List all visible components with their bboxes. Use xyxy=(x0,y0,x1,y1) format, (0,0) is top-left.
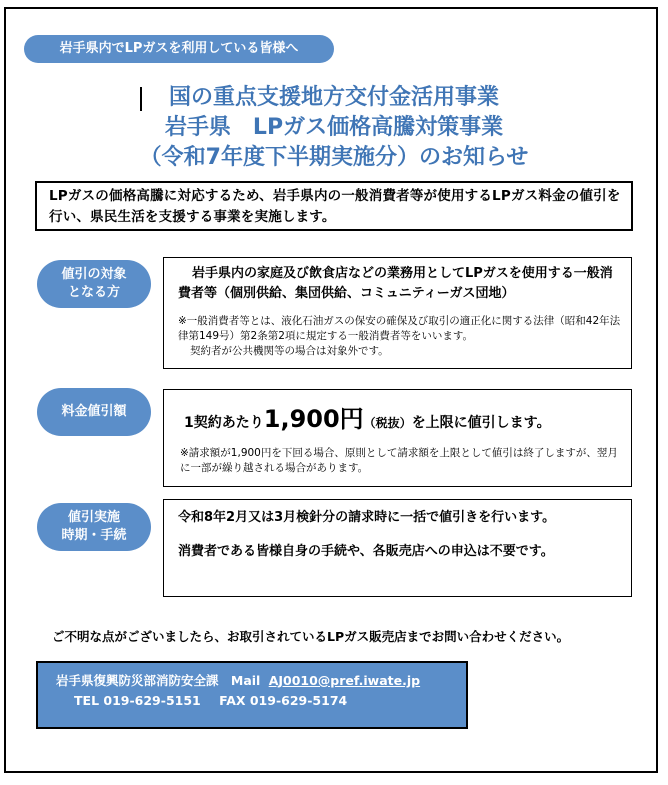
contact-tel: TEL 019-629-5151 xyxy=(74,693,201,708)
section-box-schedule xyxy=(163,499,632,597)
intro-text: LPガスの価格高騰に対応するため、岩手県内の一般消費者等が使用するLPガス料金の値引を行い、県民生活を支援する事業を実施します。 xyxy=(49,188,621,225)
section-box-target xyxy=(163,257,632,369)
contact-dept: 岩手県復興防災部消防安全課 xyxy=(56,673,219,688)
amount-main-line xyxy=(180,404,625,438)
target-main-text: 岩手県内の家庭及び飲食店などの業務用としてLPガスを使用する一般消費者等（個別供給、集団供給、コミュニティーガス団地） xyxy=(178,266,613,301)
page-title-line-3: （令和7年度下半期実施分）のお知らせ xyxy=(139,145,529,170)
schedule-procedure-text: 消費者である皆様自身の手続や、各販売店への申込は不要です。 xyxy=(178,544,554,559)
contact-line-1 xyxy=(56,671,466,691)
contact-fax: FAX 019-629-5174 xyxy=(219,693,348,708)
contact-box xyxy=(36,661,468,729)
schedule-main-text: 令和8年2月又は3月検針分の請求時に一括で値引きを行います。 xyxy=(178,510,556,525)
page-title-line-2: 岩手県 LPガス価格高騰対策事業 xyxy=(164,115,504,140)
page-title-line-1: 国の重点支援地方交付金活用事業 xyxy=(168,85,499,110)
mail-link[interactable]: AJ0010@pref.iwate.jp xyxy=(268,673,421,688)
amount-suffix: を上限に値引します。 xyxy=(411,415,551,431)
amount-prefix: 1契約あたり xyxy=(184,415,264,431)
intro-box xyxy=(35,181,633,231)
target-note-text: ※一般消費者等とは、液化石油ガスの保安の確保及び取引の適正化に関する法律（昭和42年法律第149号）第2条第2項に規定する一般消費者等をいいます。 xyxy=(178,315,621,342)
inquiry-text: ご不明な点がございましたら、お取引されているLPガス販売店までお問い合わせください。 xyxy=(52,629,570,644)
amount-value: 1,900円 xyxy=(263,405,364,433)
section-pill-schedule: 値引実施 時期・手続 xyxy=(37,503,151,551)
amount-tax: （税抜） xyxy=(363,416,412,430)
section-pill-target: 値引の対象 となる方 xyxy=(37,260,151,308)
contact-line-2 xyxy=(56,691,466,711)
target-exclusion-note: 契約者が公共機関等の場合は対象外です。 xyxy=(190,345,389,357)
mail-label: Mail xyxy=(230,673,261,688)
audience-badge: 岩手県内でLPガスを利用している皆様へ xyxy=(24,35,334,63)
section-box-amount xyxy=(163,389,632,487)
section-pill-amount: 料金値引額 xyxy=(37,388,151,436)
amount-note-text: ※請求額が1,900円を下回る場合、原則として請求額を上限として値引は終了しますが、翌月に一部が繰り越される場合があります。 xyxy=(180,447,618,474)
